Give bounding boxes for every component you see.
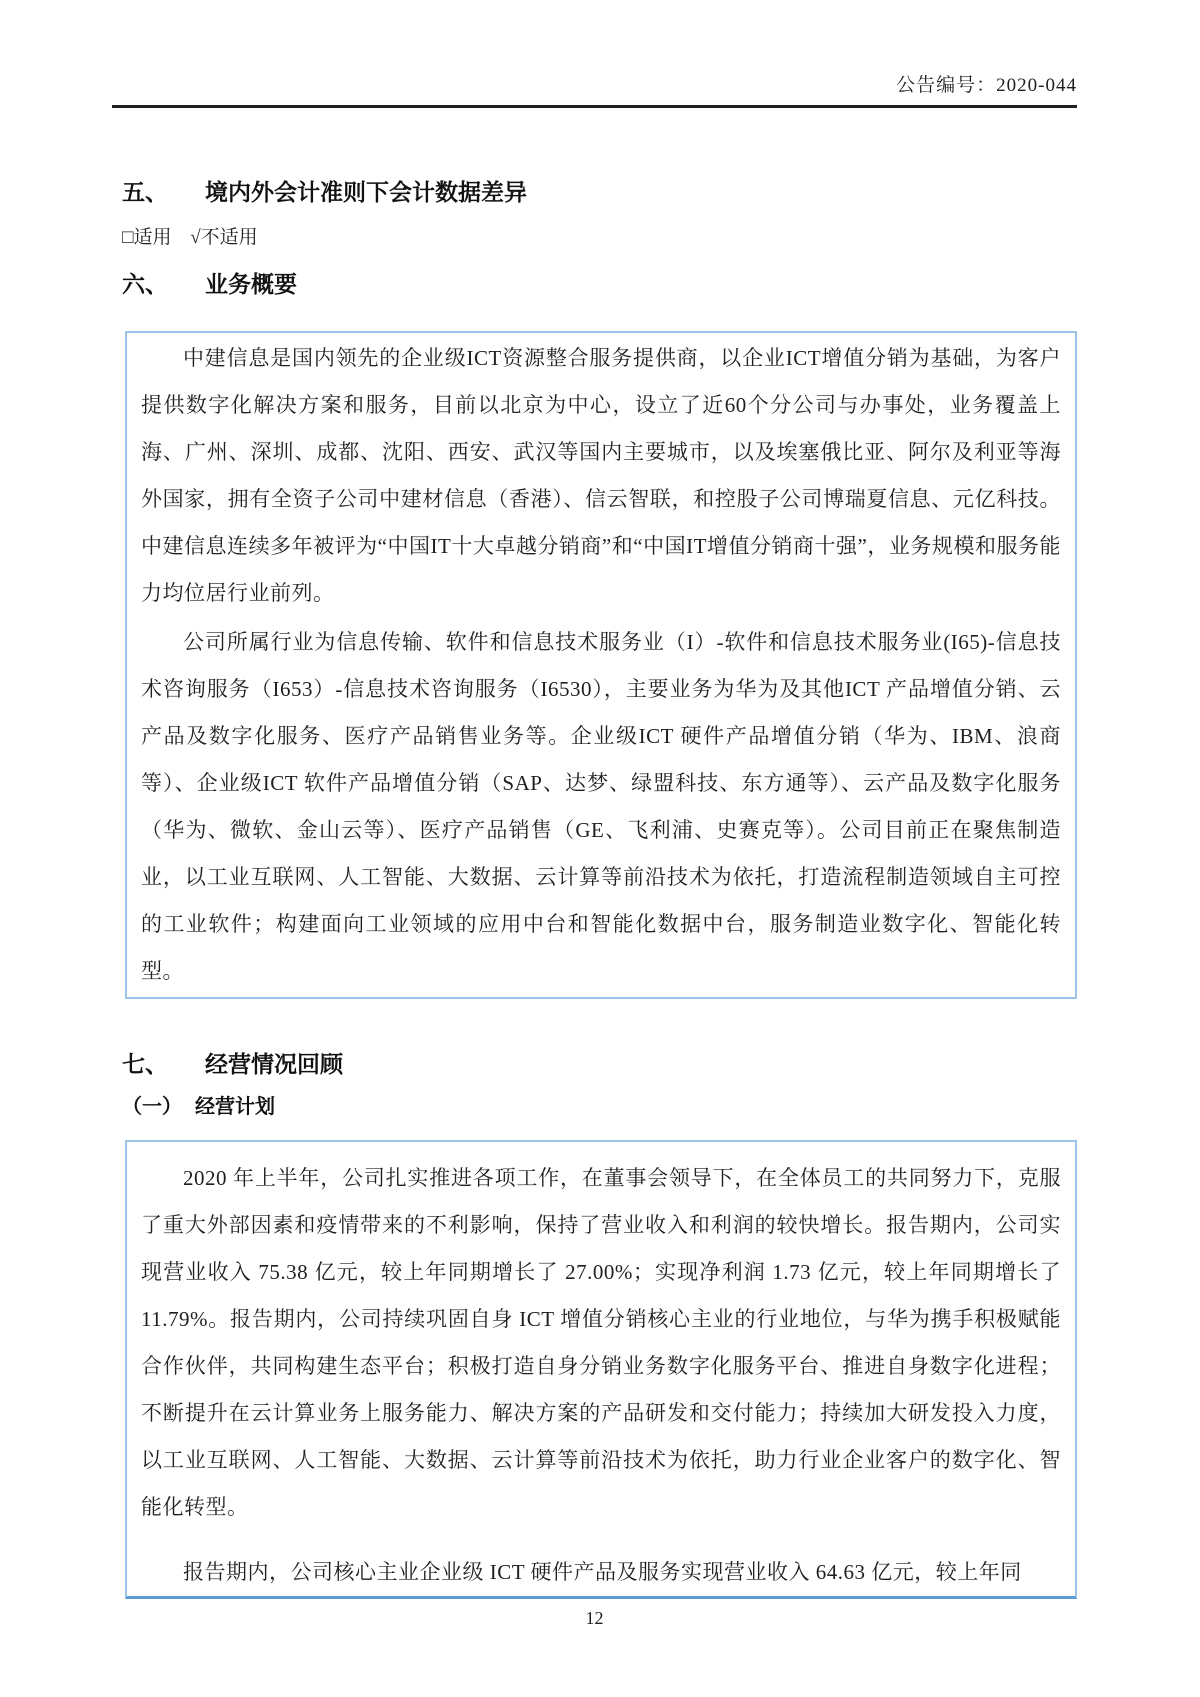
section-5-heading bbox=[112, 177, 1077, 207]
business-overview-box bbox=[125, 331, 1077, 999]
section-7-number: 七、 bbox=[122, 1051, 168, 1077]
section-5-number: 五、 bbox=[122, 179, 168, 205]
operating-review-paragraph-1: 2020 年上半年，公司扎实推进各项工作，在董事会领导下，在全体员工的共同努力下，克服了重大外部因素和疫情带来的不利影响，保持了营业收入和利润的较快增长。报告期内，公司实现营业收入 75.38 亿元，较上年同期增长了 27.00%；实现净利润 1.73 亿元，较上年同期增长了 11.79%。报告期内，公司持续巩固自身 ICT 增值分销核心主业的行业地位，与华为携手积极赋能合作伙伴，共同构建生态平台；积极打造自身分销业务数字化服务平台、推进自身数字化进程；不断提升在云计算业务上服务能力、解决方案的产品研发和交付能力；持续加大研发投入力度，以工业互联网、人工智能、大数据、云计算等前沿技术为依托，助力行业企业客户的数字化、智能化转型。 bbox=[141, 1166, 1061, 1519]
business-overview-paragraph-2: 公司所属行业为信息传输、软件和信息技术服务业（I）-软件和信息技术服务业(I65)-信息技术咨询服务（I653）-信息技术咨询服务（I6530），主要业务为华为及其他ICT 产品增值分销、云产品及数字化服务、医疗产品销售业务等。企业级ICT 硬件产品增值分销（华为、IBM、浪商等）、企业级ICT 软件产品增值分销（SAP、达梦、绿盟科技、东方通等）、云产品及数字化服务（华为、微软、金山云等）、医疗产品销售（GE、飞利浦、史赛克等）。公司目前正在聚焦制造业，以工业互联网、人工智能、大数据、云计算等前沿技术为依托，打造流程制造领域自主可控的工业软件；构建面向工业领域的应用中台和智能化数据中台，服务制造业数字化、智能化转型。 bbox=[141, 630, 1061, 983]
page-footer bbox=[112, 1606, 1077, 1630]
section-5-title: 境内外会计准则下会计数据差异 bbox=[205, 179, 527, 205]
operating-review-box bbox=[125, 1140, 1077, 1599]
announcement-number: 公告编号：2020-044 bbox=[896, 75, 1077, 96]
page-number: 12 bbox=[585, 1608, 604, 1628]
checkmark-not-applicable: √不适用 bbox=[190, 227, 258, 248]
section-6-heading bbox=[112, 269, 1077, 299]
operating-review-paragraph-2-truncated: 报告期内，公司核心主业企业级 ICT 硬件产品及服务实现营业收入 64.63 亿元，较上年同 bbox=[183, 1560, 1022, 1584]
section-7-1-title: 经营计划 bbox=[195, 1096, 275, 1118]
section-7-title: 经营情况回顾 bbox=[205, 1051, 343, 1077]
business-overview-paragraph-1: 中建信息是国内领先的企业级ICT资源整合服务提供商，以企业ICT增值分销为基础，为客户提供数字化解决方案和服务，目前以北京为中心，设立了近60个分公司与办事处，业务覆盖上海、广州、深圳、成都、沈阳、西安、武汉等国内主要城市，以及埃塞俄比亚、阿尔及利亚等海外国家，拥有全资子公司中建材信息（香港）、信云智联，和控股子公司博瑞夏信息、元亿科技。中建信息连续多年被评为“中国IT十大卓越分销商”和“中国IT增值分销商十强”，业务规模和服务能力均位居行业前列。 bbox=[141, 346, 1061, 605]
section-6-title: 业务概要 bbox=[205, 271, 297, 297]
section-7-heading bbox=[112, 1049, 1077, 1079]
section-6-number: 六、 bbox=[122, 271, 168, 297]
header-rule bbox=[112, 105, 1077, 108]
section-7-1-number: （一） bbox=[122, 1096, 182, 1118]
page-header bbox=[112, 0, 1077, 98]
applicability-line bbox=[112, 224, 1077, 252]
section-7-1-subheading bbox=[112, 1093, 1077, 1121]
checkbox-applicable-unchecked: □适用 bbox=[122, 227, 172, 248]
